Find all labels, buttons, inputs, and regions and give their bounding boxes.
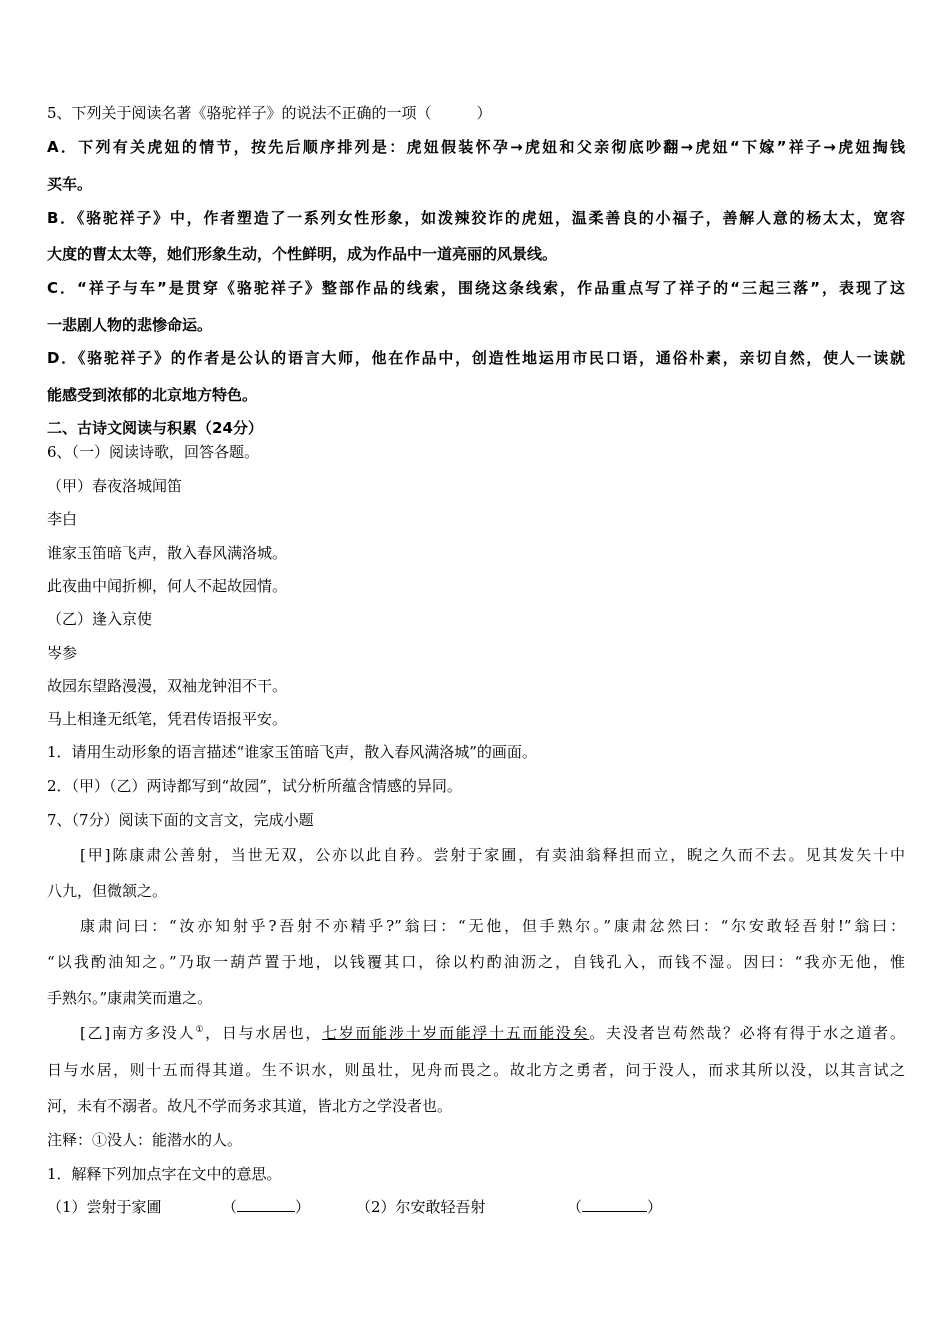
poem1-line1: 谁家玉笛暗飞声，散入春风满洛城。 xyxy=(47,544,288,562)
poem1-author: 李白 xyxy=(47,510,78,528)
q5-stem: 5、下列关于阅读名著《骆驼祥子》的说法不正确的一项（ ） xyxy=(47,104,492,122)
q6-sub2: 2．（甲）（乙）两诗都写到“故园”，试分析所蕴含情感的异同。 xyxy=(47,777,462,795)
passage-jia-line2: 八九，但微颔之。 xyxy=(47,882,168,900)
q7-sub1: 1．解释下列加点字在文中的意思。 xyxy=(47,1165,282,1183)
q7-stem: 7、（7分）阅读下面的文言文，完成小题 xyxy=(47,811,314,829)
passage-yi-text-pre: [乙]南方多没人 xyxy=(80,1024,196,1042)
q5-option-d-line2: 能感受到浓郁的北京地方特色。 xyxy=(47,386,258,404)
q6-sub1: 1．请用生动形象的语言描述“谁家玉笛暗飞声，散入春风满洛城”的画面。 xyxy=(47,743,537,761)
passage-yi-text-mid: ，日与水居也， xyxy=(205,1024,323,1042)
passage-jia-line5: 手熟尔。”康肃笑而遣之。 xyxy=(47,989,213,1007)
blank2-paren-open: （ xyxy=(567,1198,583,1216)
q5-option-b-line1: B．《骆驼祥子》中，作者塑造了一系列女性形象，如泼辣狡诈的虎妞，温柔善良的小福子，善解人意的杨太太，宽容 xyxy=(47,209,905,227)
answer-blank-1[interactable] xyxy=(222,1197,310,1217)
footnote-marker: ① xyxy=(195,1025,206,1035)
passage-jia-line1: [甲]陈康肃公善射，当世无双，公亦以此自矜。尝射于家圃，有卖油翁释担而立，睨之久而不去。见其发矢十中 xyxy=(80,846,905,864)
poem2-author: 岑参 xyxy=(47,644,78,662)
q5-option-a-line2: 买车。 xyxy=(47,175,93,193)
blank2-line[interactable] xyxy=(582,1197,647,1212)
q5-option-c-line1: C．“祥子与车”是贯穿《骆驼祥子》整部作品的线索，围绕这条线索，作品重点写了祥子的“三起三落”，表现了这 xyxy=(47,279,905,297)
passage-yi-line1 xyxy=(80,1023,905,1043)
q7-item2: （2）尔安敢轻吾射 xyxy=(356,1198,486,1216)
section2-heading: 二、古诗文阅读与积累（24分） xyxy=(47,419,263,437)
poem2-title: （乙）逢入京使 xyxy=(47,610,153,628)
poem1-line2: 此夜曲中闻折柳，何人不起故园情。 xyxy=(47,577,288,595)
passage-yi-line3: 河，未有不溺者。故凡不学而务求其道，皆北方之学没者也。 xyxy=(47,1097,453,1115)
blank1-paren-open: （ xyxy=(222,1198,238,1216)
blank2-paren-close: ） xyxy=(647,1198,663,1216)
passage-jia-line3: 康肃问曰：“汝亦知射乎?吾射不亦精乎?”翁曰：“无他，但手熟尔。”康肃忿然曰：“尔安敢轻吾射!”翁曰： xyxy=(80,917,905,935)
q5-option-a-line1: A．下列有关虎妞的情节，按先后顺序排列是：虎妞假装怀孕→虎妞和父亲彻底吵翻→虎妞“下嫁”祥子→虎妞掏钱 xyxy=(47,138,905,156)
passage-yi-underlined-sentence: 七岁而能涉十岁而能浮十五而能没矣 xyxy=(322,1024,590,1042)
q7-item1: （1）尝射于家圃 xyxy=(47,1198,162,1216)
passage-yi-text-post: 。夫没者岂苟然哉？必将有得于水之道者。 xyxy=(589,1024,905,1042)
blank1-paren-close: ） xyxy=(295,1198,311,1216)
q5-option-d-line1: D．《骆驼祥子》的作者是公认的语言大师，他在作品中，创造性地运用市民口语，通俗朴素，亲切自然，使人一读就 xyxy=(47,349,905,367)
answer-blank-2[interactable] xyxy=(567,1197,662,1217)
passage-yi-line2: 日与水居，则十五而得其道。生不识水，则虽壮，见舟而畏之。故北方之勇者，问于没人，而求其所以没，以其言试之 xyxy=(47,1061,905,1079)
poem1-title: （甲）春夜洛城闻笛 xyxy=(47,477,183,495)
q6-stem: 6、（一）阅读诗歌，回答各题。 xyxy=(47,443,260,461)
q5-option-c-line2: 一悲剧人物的悲惨命运。 xyxy=(47,316,213,334)
q5-option-b-line2: 大度的曹太太等，她们形象生动，个性鲜明，成为作品中一道亮丽的风景线。 xyxy=(47,245,558,263)
poem2-line2: 马上相逢无纸笔，凭君传语报平安。 xyxy=(47,710,288,728)
footnote: 注释：①没人：能潜水的人。 xyxy=(47,1131,243,1149)
blank1-line[interactable] xyxy=(237,1197,295,1212)
passage-jia-line4: “以我酌油知之。”乃取一葫芦置于地，以钱覆其口，徐以杓酌油沥之，自钱孔入，而钱不湿。因曰：“我亦无他，惟 xyxy=(47,953,905,971)
poem2-line1: 故园东望路漫漫，双袖龙钟泪不干。 xyxy=(47,677,288,695)
